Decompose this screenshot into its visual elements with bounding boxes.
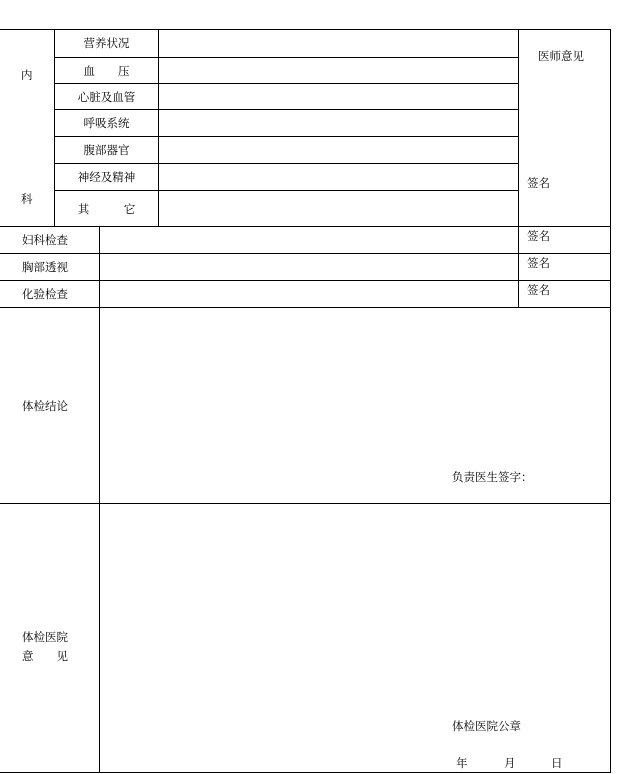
hospital-seal-label: 体检医院公章 (452, 719, 521, 733)
row-divider (0, 253, 611, 254)
row-divider (0, 307, 611, 308)
internal-medicine-label-top: 内 (21, 68, 33, 82)
row-label-blood-pressure: 血 压 (83, 64, 130, 78)
row-divider (54, 163, 519, 164)
day-label: 日 (551, 756, 563, 770)
row-label-heart-vessels: 心脏及血管 (77, 90, 136, 104)
responsible-doctor-label: 负责医生签字： (452, 470, 533, 484)
gynecology-signature-label: 签名 (527, 229, 550, 243)
row-divider (54, 136, 519, 137)
chest-xray-label: 胸部透视 (22, 260, 68, 274)
row-divider (54, 57, 519, 58)
hospital-opinion-label-line1: 体检医院 (22, 630, 68, 644)
row-label-neuro-mental: 神经及精神 (77, 170, 136, 184)
chest-xray-signature-label: 签名 (527, 256, 550, 270)
month-label: 月 (504, 756, 516, 770)
table-border-right (610, 29, 611, 773)
gynecology-label: 妇科检查 (22, 233, 68, 247)
internal-medicine-label-bottom: 科 (21, 192, 33, 206)
doctor-opinion-label: 医师意见 (538, 49, 584, 63)
col-divider (518, 29, 519, 307)
row-divider (0, 280, 611, 281)
hospital-opinion-label-line2: 意 见 (22, 649, 68, 663)
row-divider (0, 226, 611, 227)
row-label-abdominal: 腹部器官 (83, 143, 130, 157)
row-divider (54, 190, 519, 191)
col-divider (158, 29, 159, 226)
row-divider (0, 503, 611, 504)
lab-test-label: 化验检查 (22, 287, 68, 301)
table-border-bottom (0, 772, 611, 773)
year-label: 年 (456, 756, 468, 770)
row-label-respiratory: 呼吸系统 (83, 116, 130, 130)
conclusion-label: 体检结论 (22, 399, 68, 413)
col-divider (99, 226, 100, 773)
table-border-top (0, 29, 611, 30)
row-divider (54, 83, 519, 84)
row-label-other: 其 它 (77, 202, 136, 216)
internal-signature-label: 签名 (527, 176, 550, 190)
row-divider (54, 109, 519, 110)
row-label-nutrition: 营养状况 (83, 36, 130, 50)
lab-test-signature-label: 签名 (527, 283, 550, 297)
